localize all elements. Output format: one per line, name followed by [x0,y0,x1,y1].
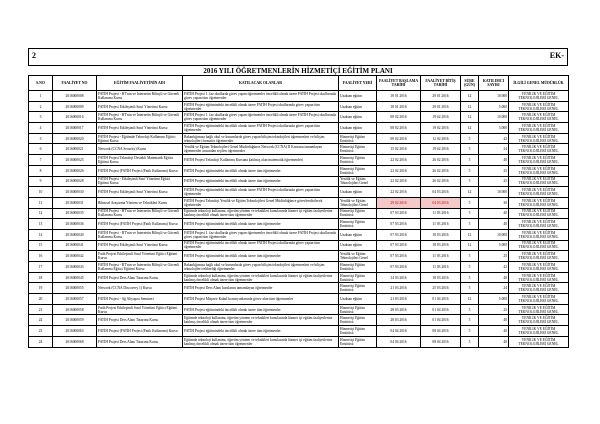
col-header-activity-name: EĞİTİM FAALİYETİNİN ADI [97,76,183,91]
cell-sno: 5 [29,133,53,144]
cell-location: Yenilik ve Eğitim Teknolojileri Genel [339,176,377,187]
cell-sno: 19 [29,283,53,294]
cell-duration: 5 [461,283,479,294]
cell-start-date: 04 04 2016 [377,336,421,347]
cell-start-date: 07 03 2016 [377,251,421,262]
col-header-participants: KATILACAK OLANLAR [183,76,339,91]
cell-participants: FATİH Projesi eğitimindeki öncelikli olmak üzere FATİH Projesi okullarında görev yapan tüm öğretmenler [183,123,339,134]
cell-activity-no: 2016000031 [53,197,97,208]
cell-participant-count: 5.000 [479,240,509,251]
cell-duration: 5 [461,176,479,187]
cell-directorate: YENİLİK VE EĞİTİM TEKNOLOJİLERİ GENEL [509,176,569,187]
cell-directorate: YENİLİK VE EĞİTİM TEKNOLOJİLERİ GENEL [509,165,569,176]
cell-end-date: 01 04 2016 [421,294,461,305]
cell-participant-count: 40 [479,208,509,219]
cell-start-date: 21 03 2016 [377,294,421,305]
cell-directorate: YENİLİK VE EĞİTİM TEKNOLOJİLERİ GENEL [509,272,569,283]
cell-activity-no: 2016000036 [53,219,97,230]
cell-duration: 5 [461,336,479,347]
cell-participant-count: 10.000 [479,229,509,240]
cell-directorate: YENİLİK VE EĞİTİM TEKNOLOJİLERİ GENEL [509,336,569,347]
table-row [29,91,569,102]
cell-location: Uzaktan eğitim [339,294,377,305]
cell-participant-count: 42 [479,262,509,273]
cell-participants: Eğitimde teknoloji kullanımı, öğretim yöntem ve teknikleri konularında hizmet içi eğitim faaliyetlerine katılmış öncelikli olmak üzere tüm öğretmenler [183,208,339,219]
table-row [29,101,569,112]
cell-participants: FATİH Projesi Müşavir Kabul komisyonlarında görev alan tüm öğretmenler [183,294,339,305]
cell-duration: 5 [461,219,479,230]
cell-activity-name: FATİH Projesi Etkileşimli Sınıf Yönetimi Kursu [97,123,183,134]
cell-activity-name: FATİH Projesi - BT'nin ve İnternetin Bilinçli ve Güvenli Kullanımı Kursu [97,229,183,240]
cell-activity-no: 2016000063 [53,326,97,337]
cell-location: Uzaktan eğitim [339,91,377,102]
cell-duration: 12 [461,240,479,251]
cell-activity-name: FATİH Projesi - BT'nin ve İnternetin Bilinçli ve Güvenli Kullanımı Eğitici Eğitimi Kursu [97,262,183,273]
cell-participant-count: 24 [479,144,509,155]
cell-end-date: 08 04 2016 [421,336,461,347]
cell-sno: 24 [29,336,53,347]
cell-directorate: YENİLİK VE EĞİTİM TEKNOLOJİLERİ GENEL [509,326,569,337]
cell-duration: 5 [461,326,479,337]
cell-participant-count: 40 [479,219,509,230]
table-row [29,165,569,176]
cell-start-date: 28 03 2016 [377,315,421,326]
table-row [29,187,569,198]
cell-end-date: 11 03 2016 [421,251,461,262]
table-row [29,304,569,315]
cell-duration: 5 [461,304,479,315]
cell-start-date: 22 02 2016 [377,176,421,187]
cell-location: Uzaktan eğitim [339,240,377,251]
table-row [29,315,569,326]
cell-activity-no: 2016000057 [53,294,97,305]
cell-activity-no: 2016000020 [53,133,97,144]
cell-directorate: YENİLİK VE EĞİTİM TEKNOLOJİLERİ GENEL [509,187,569,198]
cell-participant-count: 5.000 [479,123,509,134]
cell-sno: 14 [29,229,53,240]
cell-end-date: 01 04 2016 [421,304,461,315]
cell-duration: 12 [461,294,479,305]
cell-activity-no: 2016000008 [53,91,97,102]
cell-activity-name: FATİH Projesi - BT'nin ve İnternetin Bilinçli ve Güvenli Kullanımı Kursu [97,208,183,219]
cell-activity-no: 2016000021 [53,144,97,155]
table-row [29,144,569,155]
cell-end-date: 04 03 2016 [421,187,461,198]
cell-participants: FATİH Projesi eğitimindeki öncelikli olmak üzere FATİH Projesi okullarında görev yapan tüm öğretmenler [183,101,339,112]
cell-participant-count: 25 [479,304,509,315]
cell-duration: 5 [461,155,479,166]
cell-participant-count: 25 [479,251,509,262]
cell-duration: 5 [461,144,479,155]
cell-location: Uzaktan eğitim [339,187,377,198]
cell-duration: 12 [461,229,479,240]
cell-start-date: 08 02 2016 [377,133,421,144]
cell-activity-no: 2016000030 [53,187,97,198]
cell-participant-count: 5.000 [479,101,509,112]
cell-duration: 12 [461,91,479,102]
cell-participant-count: 25 [479,176,509,187]
cell-location: Hizmetiçi Eğitim Enstitüsü [339,283,377,294]
cell-directorate: YENİLİK VE EĞİTİM TEKNOLOJİLERİ GENEL [509,208,569,219]
cell-duration: 12 [461,123,479,134]
cell-activity-no: 2016000016 [53,112,97,123]
col-header-directorate: İLGİLİ GENEL MÜDÜRLÜK [509,76,569,91]
cell-location: Uzaktan eğitim [339,123,377,134]
cell-sno: 23 [29,326,53,337]
cell-location: Uzaktan eğitim [339,229,377,240]
table-row [29,272,569,283]
cell-end-date: 01 04 2016 [421,315,461,326]
cell-end-date: 29 01 2016 [421,101,461,112]
cell-duration: 5 [461,315,479,326]
cell-directorate: YENİLİK VE EĞİTİM TEKNOLOJİLERİ GENEL [509,155,569,166]
cell-participant-count: 40 [479,326,509,337]
cell-location: Hizmetiçi Eğitim Enstitüsü [339,315,377,326]
cell-activity-name: FATİH Projesi - Etkileşimli Sınıf Yönetimi Eğitici Eğitimi Kursu [97,176,183,187]
cell-duration: 5 [461,208,479,219]
cell-directorate: YENİLİK VE EĞİTİM TEKNOLOJİLERİ GENEL [509,262,569,273]
cell-activity-name: Fatih Projesi Etkileşimli Sınıf Yönetimi Eğitici Eğitimi Kursu [97,304,183,315]
table-row [29,262,569,273]
cell-activity-name: Fatih Projesi Etkileşimli Sınıf Yönetimi Eğitici Eğitimi Kursu [97,251,183,262]
cell-activity-no: 2016000055 [53,283,97,294]
cell-participant-count: 10.000 [479,91,509,102]
cell-participants: FATİH Projesi 1. faz okullarda görev yapan öğretmenler öncelikli olmak üzere FATİH Projesi okullarında görev yapan tüm öğretmenler [183,91,339,102]
table-row [29,176,569,187]
cell-activity-no: 2016000028 [53,176,97,187]
cell-start-date: 22 02 2016 [377,165,421,176]
table-row [29,197,569,208]
cell-end-date: 19 02 2016 [421,112,461,123]
cell-participants: FATİH Projesi eğitimindeki öncelikli olmak üzere tüm öğretmenler [183,304,339,315]
cell-end-date: 11 03 2016 [421,262,461,273]
cell-sno: 10 [29,187,53,198]
cell-activity-name: FATİH Projesi (FATİH Projesi (Fatih Kullanımı) Kursu [97,219,183,230]
cell-participants: FATİH Projesi 1. faz okullarda görev yapan öğretmenler öncelikli olmak üzere FATİH Projesi okullarında görev yapan tüm öğretmenler [183,229,339,240]
cell-directorate: YENİLİK VE EĞİTİM TEKNOLOJİLERİ GENEL [509,197,569,208]
cell-sno: 2 [29,101,53,112]
cell-location: Hizmetiçi Eğitim Enstitüsü [339,133,377,144]
cell-participants: Yenilik ve Eğitim Teknolojileri Genel Müdürlüğünce Network (CCNA) II Kursunu tamamlayan öğretmenler arasından seçilen öğretmenler [183,144,339,155]
cell-duration: 5 [461,197,479,208]
cell-directorate: YENİLİK VE EĞİTİM TEKNOLOJİLERİ GENEL [509,219,569,230]
cell-sno: 21 [29,304,53,315]
cell-start-date: 04 04 2016 [377,326,421,337]
cell-sno: 3 [29,112,53,123]
cell-location: Yenilik ve Eğitim Teknolojileri Genel [339,197,377,208]
cell-start-date: 08 02 2016 [377,123,421,134]
cell-participants: FATİH Projesi eğitimindeki öncelikli olmak üzere tüm öğretmenler [183,219,339,230]
cell-activity-name: FATİH Projesi (FATİH Projesi (Fatih Kullanımı) Kursu [97,165,183,176]
cell-directorate: YENİLİK VE EĞİTİM TEKNOLOJİLERİ GENEL [509,91,569,102]
cell-activity-no: 2016000041 [53,240,97,251]
cell-start-date: 14 03 2016 [377,272,421,283]
cell-duration: 12 [461,101,479,112]
cell-sno: 18 [29,272,53,283]
cell-participants: FATİH Projesi eğitimindeki öncelikli olmak üzere tüm öğretmenler [183,165,339,176]
cell-end-date: 26 02 2016 [421,165,461,176]
cell-activity-name: FATİH Projesi Etkileşimli Sınıf Yönetimi Kursu [97,240,183,251]
col-header-activity-no: FAALİYET NO [53,76,97,91]
cell-activity-name: Bilimsel Araştırma Yöntem ve Teknikleri Kursu [97,197,183,208]
cell-activity-no: 2016000040 [53,229,97,240]
cell-activity-name: FATİH Projesi Ders Alanı Tasarımı Kursu [97,272,183,283]
col-header-duration: SÜRE (GÜN) [461,76,479,91]
cell-directorate: YENİLİK VE EĞİTİM TEKNOLOJİLERİ GENEL [509,251,569,262]
cell-location: Hizmetiçi Eğitim Enstitüsü [339,165,377,176]
cell-activity-name: FATİH Projesi - BT'nin ve İnternetin Bilinçli ve Güvenli Kullanımı Kursu [97,112,183,123]
cell-sno: 20 [29,294,53,305]
table-row [29,208,569,219]
cell-directorate: YENİLİK VE EĞİTİM TEKNOLOJİLERİ GENEL [509,283,569,294]
cell-location: Hizmetiçi Eğitim Enstitüsü [339,208,377,219]
cell-participants: Eğitimde teknoloji kullanımı, öğretim yöntem ve teknikleri konularında hizmet içi eğitim faaliyetlerine katılmış öncelikli olmak üzere tüm öğretmenler [183,315,339,326]
cell-duration: 5 [461,262,479,273]
cell-activity-no: 2016000017 [53,123,97,134]
cell-start-date: 07 03 2016 [377,229,421,240]
cell-activity-no: 2016000026 [53,165,97,176]
cell-activity-no: 2016000068 [53,336,97,347]
table-header-row [29,76,569,91]
cell-duration: 5 [461,272,479,283]
cell-participants: FATİH Projesi eğitimindeki öncelikli olmak üzere tüm öğretmenler [183,176,339,187]
cell-participant-count: 5.000 [479,294,509,305]
cell-start-date: 22 02 2016 [377,187,421,198]
cell-activity-no: 2016000043 [53,262,97,273]
cell-sno: 11 [29,197,53,208]
page-number: 2 [32,51,36,60]
cell-sno: 13 [29,219,53,230]
cell-start-date: 18 01 2016 [377,101,421,112]
cell-location: Hizmetiçi Eğitim Enstitüsü [339,336,377,347]
cell-sno: 22 [29,315,53,326]
cell-end-date: 18 03 2016 [421,240,461,251]
cell-participant-count: 42 [479,133,509,144]
cell-activity-name: FATİH Projesi - Ağ Altyapısı Semineri [97,294,183,305]
cell-sno: 1 [29,91,53,102]
table-row [29,112,569,123]
cell-directorate: YENİLİK VE EĞİTİM TEKNOLOJİLERİ GENEL [509,304,569,315]
cell-activity-name: FATİH Projesi Ders Alanı Tasarımı Kursu [97,315,183,326]
cell-location: Hizmetiçi Eğitim Enstitüsü [339,304,377,315]
cell-participants: FATİH Projesi 1. faz okullarda görev yapan öğretmenler öncelikli olmak üzere FATİH Projesi okullarında görev yapan tüm öğretmenler [183,112,339,123]
cell-participants: FATİH Projesi Teknoloji Kullanımı Kursuna katılmış olan matematik öğretmenleri [183,155,339,166]
cell-activity-name: Network (CCNA Security) Kursu [97,144,183,155]
cell-end-date: 26 02 2016 [421,155,461,166]
cell-activity-no: 2016000035 [53,208,97,219]
cell-activity-name: FATİH Projesi Ders Alanı Tasarımı Kursu [97,336,183,347]
cell-end-date: 11 03 2016 [421,208,461,219]
cell-activity-name: FATİH Projesi Etkileşimli Sınıf Yönetimi Kursu [97,101,183,112]
cell-end-date: 29 01 2016 [421,91,461,102]
cell-sno: 17 [29,262,53,273]
cell-directorate: YENİLİK VE EĞİTİM TEKNOLOJİLERİ GENEL [509,315,569,326]
cell-start-date: 22 02 2016 [377,155,421,166]
cell-participant-count: 40 [479,315,509,326]
cell-directorate: YENİLİK VE EĞİTİM TEKNOLOJİLERİ GENEL [509,101,569,112]
cell-end-date: 18 03 2016 [421,229,461,240]
cell-end-date: 25 03 2016 [421,283,461,294]
cell-location: Hizmetiçi Eğitim Enstitüsü [339,326,377,337]
cell-end-date: 11 03 2016 [421,219,461,230]
table-row [29,251,569,262]
cell-start-date: 07 03 2016 [377,240,421,251]
cell-end-date: 04 03 2016 [421,197,461,208]
cell-end-date: 18 03 2016 [421,272,461,283]
table-row [29,133,569,144]
cell-duration: 5 [461,165,479,176]
table-row [29,336,569,347]
cell-directorate: YENİLİK VE EĞİTİM TEKNOLOJİLERİ GENEL [509,294,569,305]
cell-end-date: 26 02 2016 [421,176,461,187]
cell-location: Hizmetiçi Eğitim Enstitüsü [339,219,377,230]
cell-sno: 7 [29,155,53,166]
cell-directorate: YENİLİK VE EĞİTİM TEKNOLOJİLERİ GENEL [509,229,569,240]
col-header-end-date: FAALİYET BİTİŞ TARİHİ [421,76,461,91]
cell-location: Hizmetiçi Eğitim Enstitüsü [339,262,377,273]
training-plan-table [28,75,569,348]
cell-start-date: 08 02 2016 [377,112,421,123]
cell-end-date: 19 02 2016 [421,123,461,134]
cell-activity-no: 2016000025 [53,155,97,166]
cell-participants: FATİH Projesi eğitimindeki öncelikli olmak üzere tüm öğretmenler [183,326,339,337]
document-header [28,48,568,66]
cell-participants: Eğitimde teknoloji kullanımı, öğretim yöntem ve teknikleri konularında hizmet içi eğitim faaliyetlerine katılmış öncelikli olmak üzere tüm öğretmenler [183,336,339,347]
col-header-sno: S.NO [29,76,53,91]
cell-sno: 8 [29,165,53,176]
cell-start-date: 28 03 2016 [377,304,421,315]
table-row [29,219,569,230]
cell-duration: 12 [461,112,479,123]
annex-label: EK- [549,51,564,60]
cell-location: Hizmetiçi Eğitim Enstitüsü [339,272,377,283]
cell-participants: Eğitimde teknoloji kullanımı, öğretim yöntem ve teknikleri konularında hizmet içi eğitim faaliyetlerine katılmış öncelikli olmak üzere tüm öğretmenler [183,272,339,283]
cell-participants: Bakanlığımıza bağlı okul ve kurumlarda görev yapan bilişim teknolojileri öğretmenleri ve bilişim teknolojileri rehberliği öğretmenler [183,262,339,273]
cell-location: Uzaktan eğitim [339,101,377,112]
cell-directorate: YENİLİK VE EĞİTİM TEKNOLOJİLERİ GENEL [509,112,569,123]
cell-activity-name: FATİH Projesi (FATİH Projesi (Fatih Kullanımı) Kursu [97,326,183,337]
cell-activity-no: 2016000045 [53,272,97,283]
cell-participants: Bakanlığımıza bağlı okul ve kurumlarda görev yapan bilişim teknolojileri öğretmenleri ve bilişim teknolojileri formatör öğretmenler [183,133,339,144]
table-row [29,123,569,134]
col-header-start-date: FAALİYET BAŞLAMA TARİHİ [377,76,421,91]
cell-activity-name: FATİH Projesi - BT'nin ve İnternetin Bilinçli ve Güvenli Kullanımı Kursu [97,91,183,102]
cell-duration: 12 [461,187,479,198]
cell-activity-no: 2016000058 [53,304,97,315]
cell-participant-count: 30 [479,197,509,208]
cell-directorate: YENİLİK VE EĞİTİM TEKNOLOJİLERİ GENEL [509,240,569,251]
cell-participant-count: 10.000 [479,187,509,198]
table-row [29,155,569,166]
cell-participant-count: 40 [479,272,509,283]
cell-participants: FATİH Projesi eğitimindeki öncelikli olmak üzere FATİH Projesi okullarında görev yapan tüm öğretmenler [183,187,339,198]
cell-participant-count: 24 [479,283,509,294]
cell-sno: 15 [29,240,53,251]
cell-sno: 6 [29,144,53,155]
cell-activity-name: FATİH Projesi Etkileşimli Sınıf Yönetimi Kursu [97,187,183,198]
col-header-location: FAALİYET YERİ [339,76,377,91]
cell-directorate: YENİLİK VE EĞİTİM TEKNOLOJİLERİ GENEL [509,133,569,144]
cell-location: Uzaktan eğitim [339,112,377,123]
cell-activity-name: FATİH Projesi Teknoloji Destekli Matematik Eğitici Eğitimi Kursu [97,155,183,166]
col-header-participant-count: KATILIMCI SAYISI [479,76,509,91]
page-title: 2016 YILI ÖĞRETMENLERİN HİZMETİÇİ EĞİTİM PLANI [203,67,393,75]
cell-start-date: 18 01 2016 [377,91,421,102]
cell-participants: FATİH Projesi Teknoloji Yenilik ve Eğitim Teknolojileri Genel Müdürlüğünce görevlendirilecek öğretmenler [183,197,339,208]
cell-participants: FATİH Projesi Ders Alanı kurslarını tamamlayan öğretmenler [183,283,339,294]
table-row [29,283,569,294]
cell-location: Yenilik ve Eğitim Teknolojileri Genel [339,251,377,262]
cell-sno: 12 [29,208,53,219]
cell-directorate: YENİLİK VE EĞİTİM TEKNOLOJİLERİ GENEL [509,144,569,155]
cell-sno: 4 [29,123,53,134]
cell-participant-count: 10.000 [479,112,509,123]
cell-start-date: 29 02 2016 [377,197,421,208]
cell-end-date: 08 04 2016 [421,326,461,337]
cell-start-date: 07 03 2016 [377,219,421,230]
cell-start-date: 07 03 2016 [377,262,421,273]
table-row [29,229,569,240]
cell-activity-no: 2016000009 [53,101,97,112]
cell-location: Hizmetiçi Eğitim Enstitüsü [339,155,377,166]
cell-end-date: 19 02 2016 [421,144,461,155]
cell-duration: 5 [461,133,479,144]
cell-participant-count: 40 [479,155,509,166]
cell-participant-count: 25 [479,165,509,176]
cell-activity-name: FATİH Projesi - Eğitimde Teknoloji Kullanımı Eğitici Eğitimi Kursu [97,133,183,144]
cell-participants: FATİH Projesi eğitimindeki öncelikli olmak üzere tüm öğretmenler [183,251,339,262]
cell-duration: 5 [461,251,479,262]
cell-location: Hizmetiçi Eğitim Enstitüsü [339,144,377,155]
cell-start-date: 07 03 2016 [377,208,421,219]
cell-start-date: 21 03 2016 [377,283,421,294]
table-row [29,326,569,337]
cell-participant-count: 40 [479,336,509,347]
cell-participants: FATİH Projesi eğitimindeki öncelikli olmak üzere FATİH Projesi okullarında görev yapan tüm öğretmenler [183,240,339,251]
cell-activity-name: Network (CCNA Discovery 1) Kursu [97,283,183,294]
document-page [28,38,568,398]
cell-sno: 9 [29,176,53,187]
cell-end-date: 12 02 2016 [421,133,461,144]
table-row [29,240,569,251]
cell-directorate: YENİLİK VE EĞİTİM TEKNOLOJİLERİ GENEL [509,123,569,134]
cell-sno: 16 [29,251,53,262]
cell-start-date: 15 02 2016 [377,144,421,155]
cell-activity-no: 2016000042 [53,251,97,262]
table-row [29,294,569,305]
cell-activity-no: 2016000059 [53,315,97,326]
